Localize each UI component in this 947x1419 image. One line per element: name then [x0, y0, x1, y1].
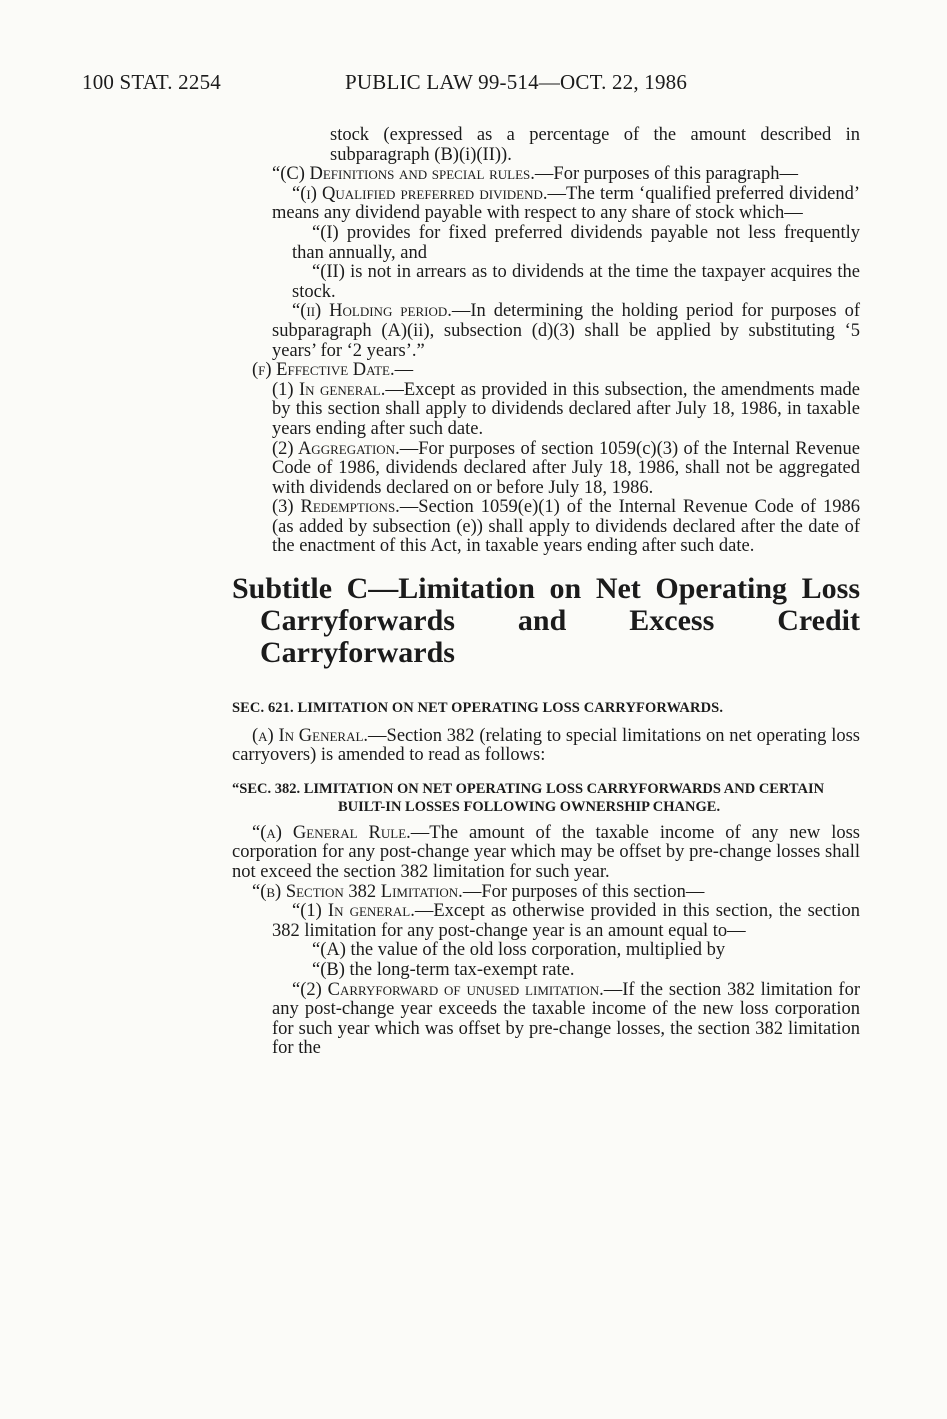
heading-redemptions: (3) Redemptions.: [272, 497, 400, 518]
heading-definitions: “(C) Definitions and special rules.: [272, 164, 535, 185]
paragraph-redemptions: [232, 498, 860, 557]
paragraph-in-general-f1: [232, 381, 860, 440]
text-in-general-a: —Section 382 (relating to special limitations on net operating loss carryovers) is amended to read as follows:: [232, 725, 860, 766]
heading-in-general-b1: “(1) In general.: [292, 901, 415, 922]
heading-holding-period: “(ii) Holding period.: [292, 301, 452, 322]
paragraph-long-term-rate: “(B) the long-term tax-exempt rate.: [312, 960, 575, 980]
document-body: [232, 126, 860, 1059]
paragraph-general-rule: [232, 824, 860, 883]
text-redemptions: —Section 1059(e)(1) of the Internal Revenue Code of 1986 (as added by subsection (e)) shall apply to dividends declared after the date of the enactment of this Act, in taxable years ending after such date.: [272, 497, 860, 557]
text-aggregation: —For purposes of section 1059(c)(3) of the Internal Revenue Code of 1986, dividends declared after July 18, 1986, shall not be aggregated with dividends declared on or before July 18, 1986.: [272, 438, 860, 498]
section-621-heading: SEC. 621. LIMITATION ON NET OPERATING LOSS CARRYFORWARDS.: [232, 700, 724, 717]
text-definitions: —For purposes of this paragraph—: [534, 164, 798, 185]
paragraph-stock-expressed: stock (expressed as a percentage of the amount described in subparagraph (B)(i)(II)).: [330, 125, 860, 165]
subtitle-heading: Subtitle C—Limitation on Net Operating Loss Carryforwards and Excess Credit Carryforwards: [232, 572, 860, 670]
heading-in-general-a: (a) In General.: [252, 725, 369, 746]
statute-page-number: 100 STAT. 2254: [82, 70, 221, 94]
paragraph-effective-date: [232, 361, 860, 381]
text-carryforward-unused: —If the section 382 limitation for any post-change year exceeds the taxable income of the new loss corporation for such year which was offset by pre-change losses, the section 382 limitation for the: [272, 979, 860, 1059]
text-in-general-b1: —Except as otherwise provided in this section, the section 382 limitation for any post-change year is an amount equal to—: [272, 901, 860, 941]
text-effective-date: —: [394, 360, 414, 381]
section-382-heading: “SEC. 382. LIMITATION ON NET OPERATING LOSS CARRYFORWARDS AND CERTAIN BUILT-IN LOSSES FOLLOWING OWNERSHIP CHANGE.: [232, 780, 825, 815]
paragraph-carryforward-unused: [232, 981, 860, 1059]
text-general-rule: —The amount of the taxable income of any new loss corporation for any post-change year which may be offset by pre-change losses shall not exceed the section 382 limitation for such year.: [232, 822, 860, 883]
heading-general-rule: “(a) General Rule.: [252, 822, 411, 843]
heading-carryforward-unused: “(2) Carryforward of unused limitation.: [292, 979, 604, 1000]
paragraph-qualified-preferred-dividend: [232, 185, 860, 224]
paragraph-fixed-dividends: “(I) provides for fixed preferred dividends payable not less frequently than annually, and: [292, 222, 860, 263]
paragraph-not-in-arrears: “(II) is not in arrears as to dividends at the time the taxpayer acquires the stock.: [292, 262, 860, 302]
paragraph-aggregation: [232, 440, 860, 499]
text-qualified-preferred-dividend: —The term ‘qualified preferred dividend’ means any dividend payable with respect to any share of stock which—: [272, 183, 860, 224]
text-in-general-f1: —Except as provided in this subsection, the amendments made by this section shall apply to dividends declared after July 18, 1986, in taxable years ending after such date.: [272, 379, 861, 439]
heading-aggregation: (2) Aggregation.: [272, 438, 400, 459]
text-holding-period: —In determining the holding period for purposes of subparagraph (A)(ii), subsection (d)(3) shall be applied by substituting ‘5 years’ for ‘2 years’.”: [272, 301, 860, 361]
paragraph-holding-period: [232, 302, 860, 361]
heading-effective-date: (f) Effective Date.: [252, 360, 395, 381]
paragraph-in-general-a: [232, 727, 860, 766]
paragraph-section-382-limitation: [232, 883, 860, 903]
public-law-title: PUBLIC LAW 99-514—OCT. 22, 1986: [345, 70, 688, 94]
heading-section-382-limitation: “(b) Section 382 Limitation.: [252, 881, 463, 902]
paragraph-definitions: [232, 165, 860, 185]
heading-qualified-preferred-dividend: “(i) Qualified preferred dividend.: [292, 183, 548, 204]
paragraph-in-general-b1: [232, 902, 860, 941]
heading-in-general-f1: (1) In general.: [272, 379, 386, 400]
text-section-382-limitation: —For purposes of this section—: [462, 881, 705, 902]
paragraph-value-old-loss-corp: “(A) the value of the old loss corporation, multiplied by: [312, 940, 726, 961]
